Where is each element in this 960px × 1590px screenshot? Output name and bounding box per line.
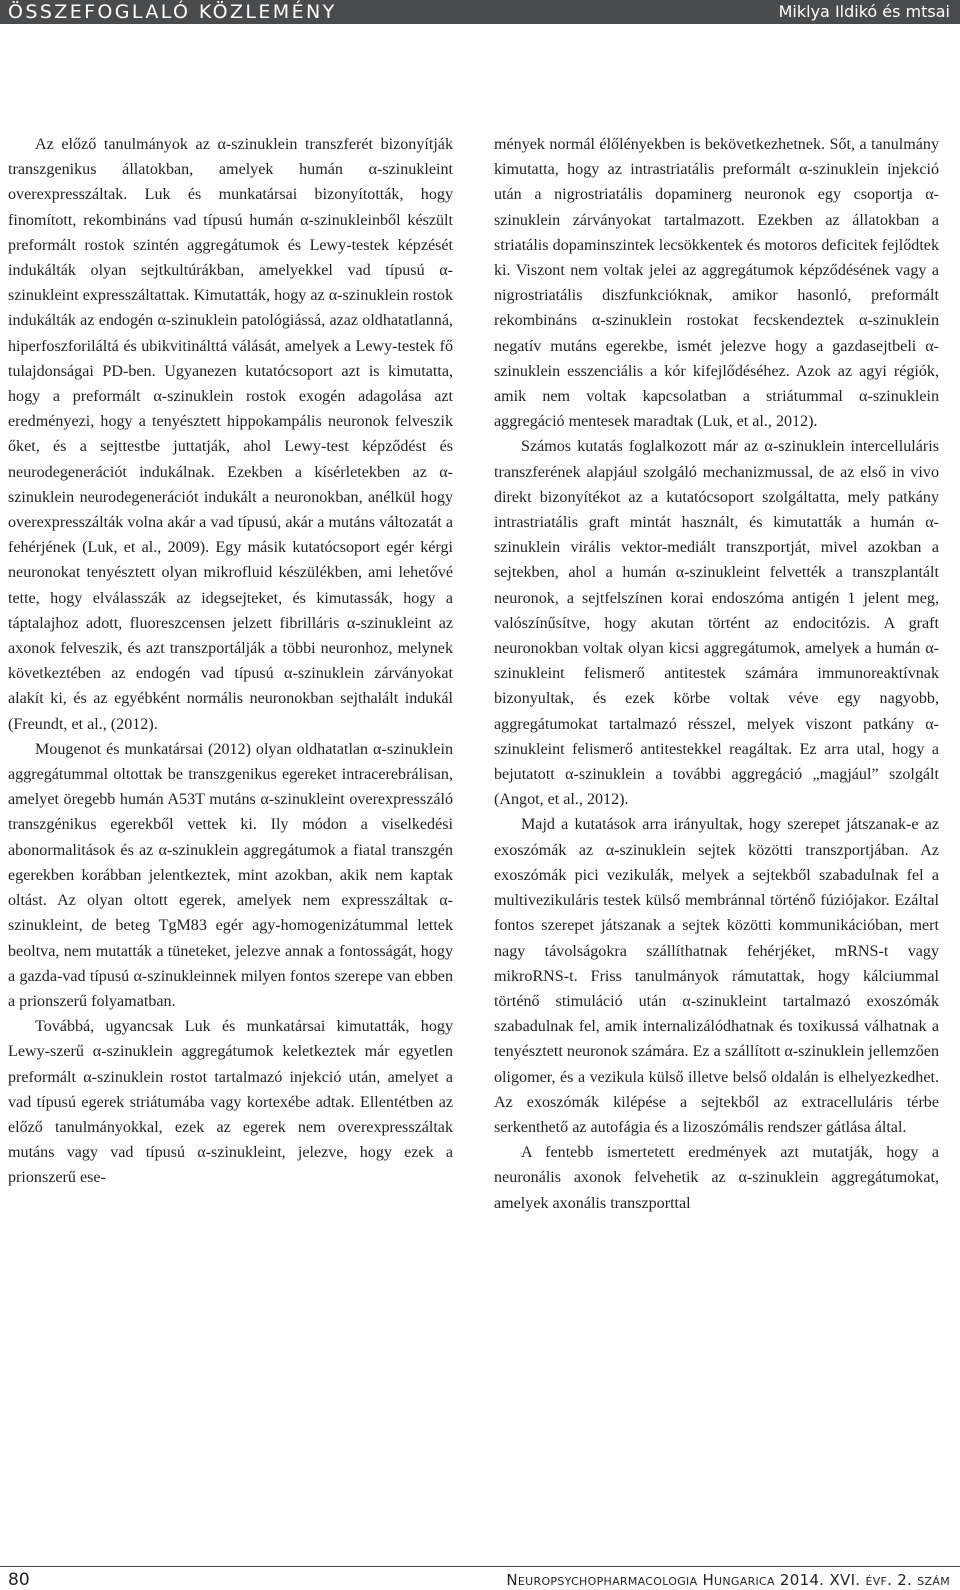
paragraph: Továbbá, ugyancsak Luk és munkatársai kimutatták, hogy Lewy-szerű α-szinuklein aggregátumok keletkeztek már egyetlen preformált α-szinuklein rostot tartalmazó injekció után, amelyet a vad típusú egerek striátumába vagy kortexébe adtak. Ellentétben az előző tanulmányokkal, ezek az egerek nem overexpresszáltak mutáns vagy vad típusú α-szinukleint, jelezve, hogy ezek a prionszerű ese-	[8, 1018, 453, 1187]
page-footer	[0, 1566, 960, 1590]
running-header	[0, 0, 960, 24]
section-title: ÖSSZEFOGLALÓ KÖZLEMÉNY	[8, 1, 337, 23]
page-number: 80	[8, 1570, 30, 1590]
paragraph: Az előző tanulmányok az α-szinuklein transzferét bizonyítják transzgenikus állatokban, amelyek humán α-szinukleint overexpresszáltak. Luk és munkatársai bizonyították, hogy finomított, rekombináns vad típusú humán α-szinukleinből készült preformált rostok szintén aggregátumok és Lewy-testek képzését indukálták olyan sejtkultúrákban, amelyekkel vad típusú α-szinukleint expresszáltattak. Kimutatták, hogy az α-szinuklein rostok indukálták az endogén α-szinuklein patológiássá, azaz oldhatatlanná, hiperfoszforiláltá és ubikvitinálttá válását, amelyek a Lewy-testek fő tulajdonságai PD-ben. Ugyanezen kutatócsoport azt is kimutatta, hogy a preformált α-szinuklein rostok exogén adagolása azt eredményezi, hogy a tenyésztett hippokampális neuronok felveszik őket, és a sejttestbe juttatják, ahol Lewy-test képződést és neurodegenerációt indukálnak. Ezekben a kísérletekben az α-szinuklein neurodegenerációt indukált a neuronokban, anélkül hogy overexpresszálták volna akár a vad típusú, akár a mutáns változatát a fehérjének (Luk, et al., 2009). Egy másik kutatócsoport egér kérgi neuronokat tenyésztett olyan mikrofluid készülékben, ami lehetővé tette, hogy elválasszák az idegsejteket, és kimutassák, hogy a táptalajhoz adott, fluoreszcensen jelzett fibrilláris α-szinukleint az axonok felveszik, és azt transzportálják a többi neuronhoz, melynek következtében az endogén vad típusú α-szinuklein zárványokat alakít ki, és az egyébként normális neuronokban sejthalált indukál (Freundt, et al., (2012).	[8, 136, 453, 733]
paragraph: Mougenot és munkatársai (2012) olyan oldhatatlan α-szinuklein aggregátummal oltottak be transzgenikus egereket intracerebrálisan, amelyet öregebb humán A53T mutáns α-szinukleint overexpresszáló transzgénikus egerekből vettek ki. Ily módon a viselkedési abonormalitások és az α-szinuklein aggregátumok a fiatal transzgén egerekben korábban jelentkeztek, mint azokban, akik nem kaptak oltást. Az olyan oltott egerek, amelyek nem expresszáltak α-szinukleint, de beteg TgM83 egér agy-homogenizátummal lettek beoltva, nem mutatták a tüneteket, jelezve annak a fontosságát, hogy a gazda-vad típusú α-szinukleinnek milyen fontos szerepe van ebben a prionszerű folyamatban.	[8, 740, 453, 1010]
left-column	[8, 132, 453, 1191]
journal-citation: Neuropsychopharmacologia Hungarica 2014. XVI. évf. 2. szám	[506, 1571, 950, 1589]
paragraph: Majd a kutatások arra irányultak, hogy szerepet játszanak-e az exoszómák az α-szinuklein sejtek közötti transzportjában. Az exoszómák pici vezikulák, melyek a sejtekből szabadulnak fel a multivezikuláris testek külső membránnal történő fúziójakor. Ezáltal fontos szerepet játszanak a sejtek közötti kommunikációban, mert nagy távolságokra szállíthatnak fehérjéket, mRNS-t vagy mikroRNS-t. Friss tanulmányok rámutattak, hogy kálciummal történő stimuláció után α-szinukleint tartalmazó exoszómák szabadulnak fel, amik internalizálódhatnak és toxikussá válhatnak a tenyésztett neuronok számára. Ez a szállított α-szinuklein jellemzően oligomer, és a vezikula külső illetve belső oldalán is elhelyezkedhet. Az exoszómák kilépése a sejtekből az extracelluláris térbe serkenthető az autofágia és a lizoszómális rendszer gátlása által.	[494, 816, 939, 1136]
paragraph: Számos kutatás foglalkozott már az α-szinuklein intercelluláris transzferének alapjául szolgáló mechanizmussal, de az első in vivo direkt bizonyítékot az a kutatócsoport szolgáltatta, mely patkány intrastriatális graft mintát használt, és kimutatták a humán α-szinuklein virális vektor-mediált transzportját, mivel azokban a sejtekben, ahol a humán α-szinukleint felvették a transzplantált neuronok, a sejtfelszínen korai endoszóma antigén 1 jelent meg, valószínűsítve, hogy akutan történt az endocitózis. A graft neuronokban voltak olyan kicsi aggregátumok, amelyek a humán α-szinukleint felismerő antitestek számára immunoreaktívnak bizonyultak, és ezek körbe voltak véve egy nagyobb, aggregátumokat tartalmazó résszel, melyek viszont patkány α-szinukleint felismerő antitestekkel reagáltak. Ez arra utal, hogy a bejutatott α-szinuklein a további aggregáció „magjául” szolgált (Angot, et al., 2012).	[494, 438, 939, 809]
footer-rule	[0, 1566, 960, 1567]
paragraph: mények normál élőlényekben is bekövetkezhetnek. Sőt, a tanulmány kimutatta, hogy az intrastriatális preformált α-szinuklein injekció után a nigrostriatális dopaminerg neuronok egy csoportja α-szinuklein zárványokat tartalmazott. Ezekben az állatokban a striatális dopaminszintek lecsökkentek és motoros deficitek fejlődtek ki. Viszont nem voltak jelei az aggregátumok képződésének vagy a nigrostriatális diszfunkcióknak, amikor hasonló, preformált rekombináns α-szinuklein rostokat fecskendeztek α-szinuklein negatív mutáns egerekbe, ismét jelezve hogy a gazdasejtbeli α-szinuklein esszenciális a kór kifejlődéséhez. Azok az agyi régiók, amik nem voltak kapcsolatban a striátummal α-szinuklein aggregáció mentesek maradtak (Luk, et al., 2012).	[494, 136, 939, 431]
running-authors: Miklya Ildikó és mtsai	[778, 2, 950, 21]
paragraph: A fentebb ismertetett eredmények azt mutatják, hogy a neuronális axonok felvehetik az α-szinuklein aggregátumokat, amelyek axonális transzporttal	[494, 1144, 939, 1212]
right-column	[494, 132, 939, 1216]
